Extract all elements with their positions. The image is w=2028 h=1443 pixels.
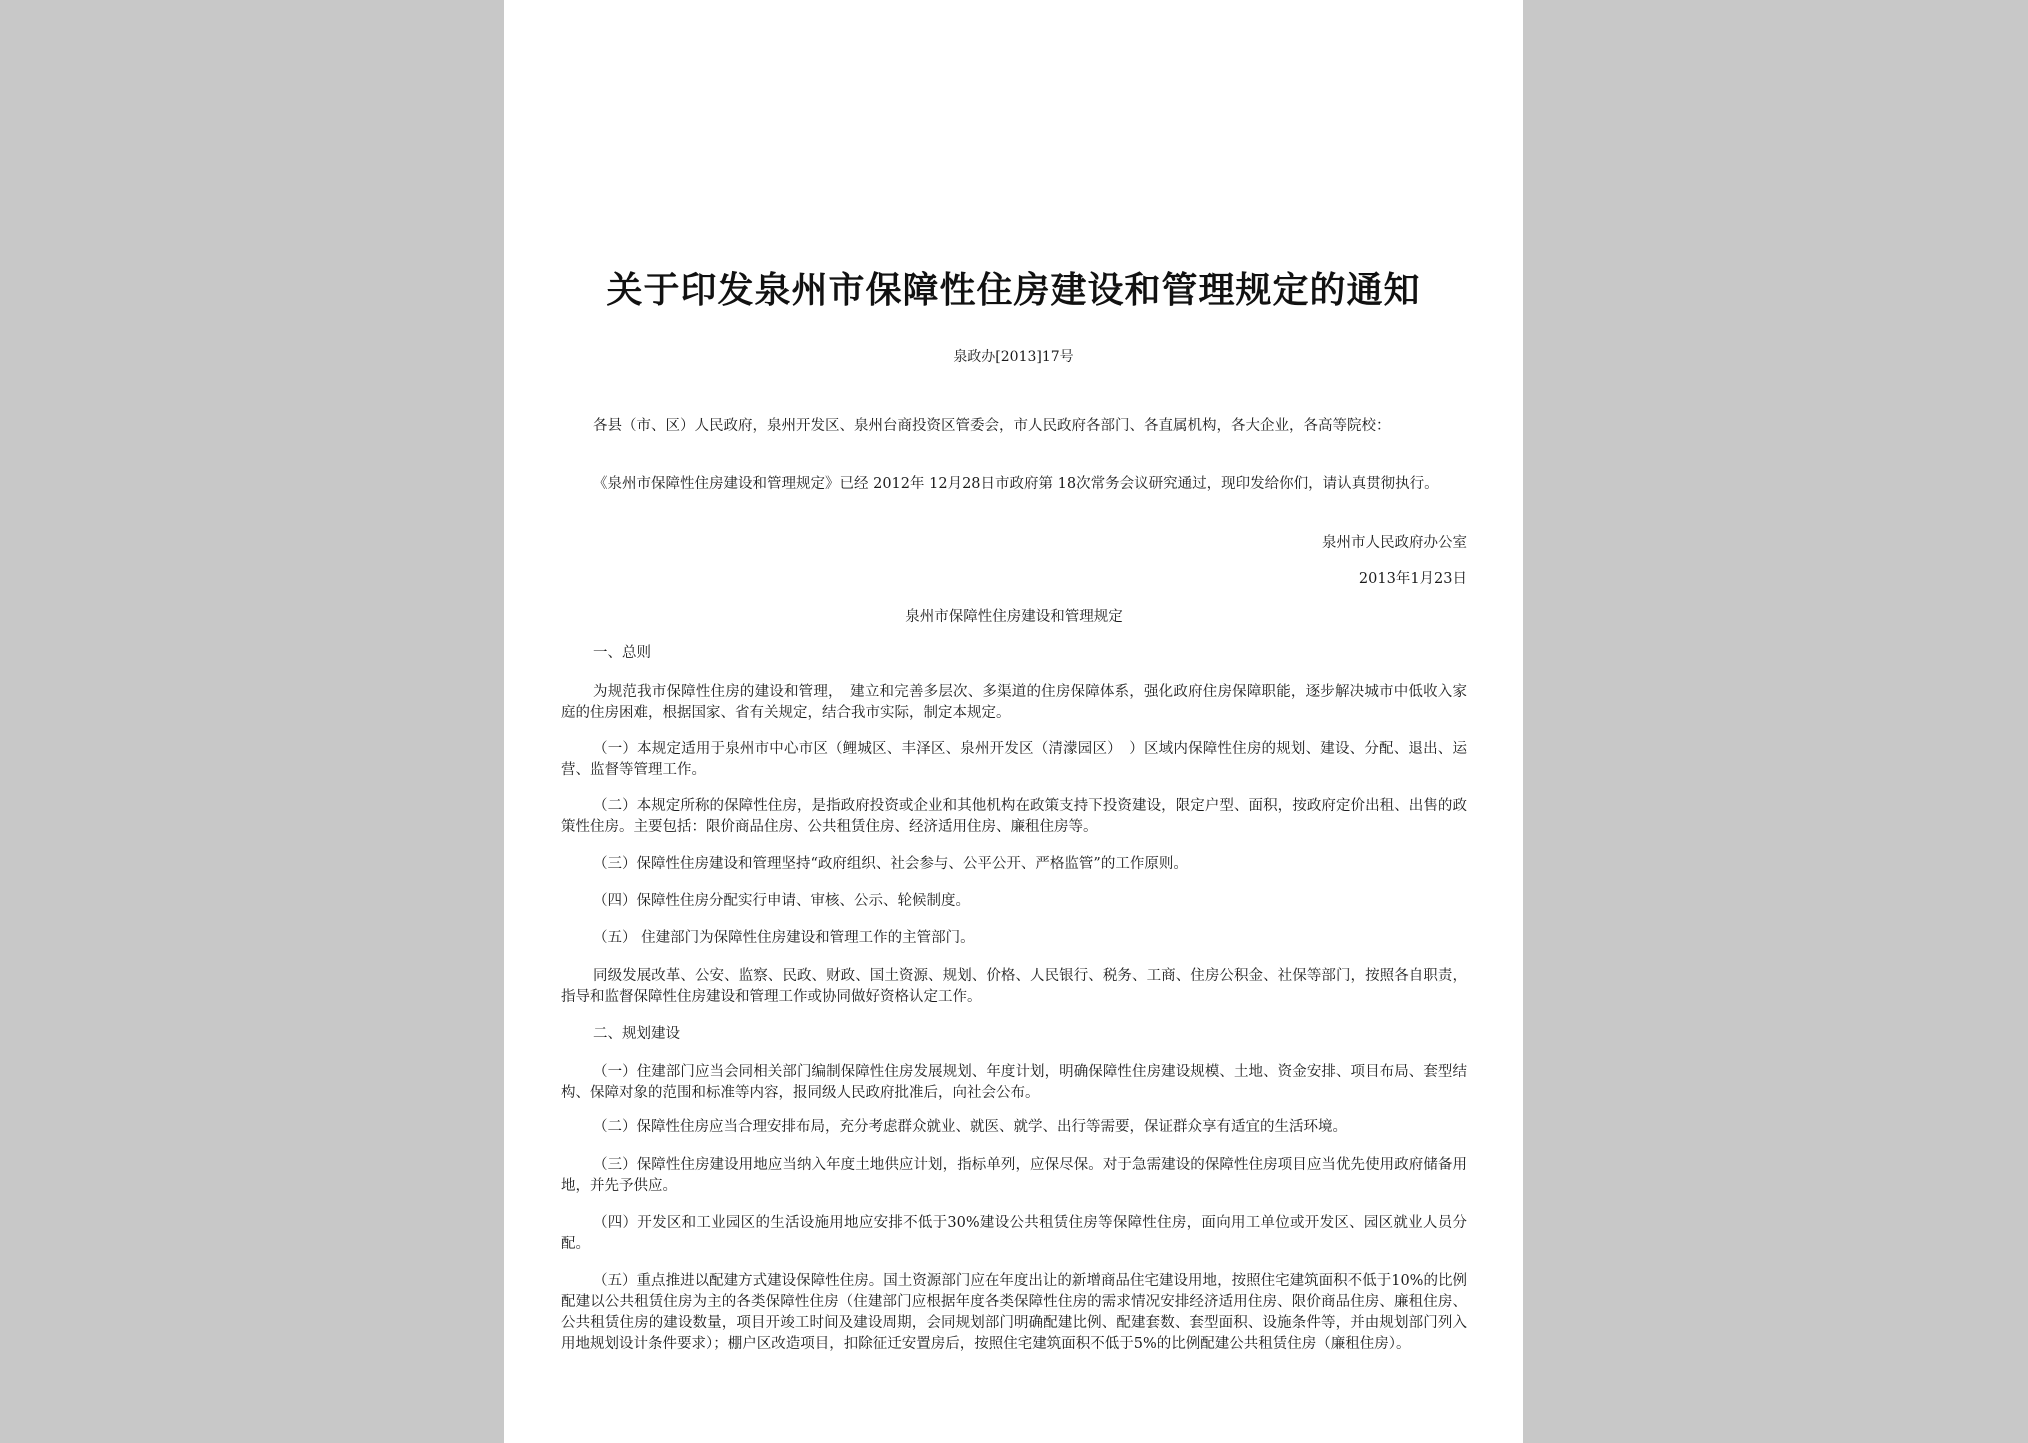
paragraph-12: （五）重点推进以配建方式建设保障性住房。国土资源部门应在年度出让的新增商品住宅建设用地，按照住宅建筑面积不低于10%的比例配建以公共租赁住房为主的各类保障性住房（住建部门应根据年度各类保障性住房的需求情况安排经济适用住房、限价商品住房、廉租住房、公共租赁住房的建设数量，项目开竣工时间及建设周期，会同规划部门明确配建比例、配建套数、套型面积、设施条件等，并由规划部门列入用地规划设计条件要求）；棚户区改造项目，扣除征迁安置房后，按照住宅建筑面积不低于5%的比例配建公共租赁住房（廉租住房）。 — [561, 1273, 1467, 1352]
paragraph-5: （四）保障性住房分配实行申请、审核、公示、轮候制度。 — [593, 893, 970, 909]
regulation-title: 泉州市保障性住房建设和管理规定 — [905, 609, 1123, 625]
intro-paragraph: 《泉州市保障性住房建设和管理规定》已经 2012年 12月28日市政府第 18次常务会议研究通过，现印发给你们，请认真贯彻执行。 — [593, 476, 1439, 492]
addressee: 各县（市、区）人民政府，泉州开发区、泉州台商投资区管委会，市人民政府各部门、各直属机构，各大企业，各高等院校： — [593, 418, 1391, 434]
section-heading-general: 一、总则 — [593, 645, 651, 661]
issue-date: 2013年1月23日 — [1358, 571, 1467, 587]
paragraph-1: 为规范我市保障性住房的建设和管理， 建立和完善多层次、多渠道的住房保障体系，强化政府住房保障职能，逐步解决城市中低收入家庭的住房困难，根据国家、省有关规定，结合我市实际，制定本规定。 — [561, 684, 1467, 721]
issuer: 泉州市人民政府办公室 — [1322, 535, 1467, 551]
paragraph-3: （二）本规定所称的保障性住房，是指政府投资或企业和其他机构在政策支持下投资建设，限定户型、面积，按政府定价出租、出售的政策性住房。主要包括：限价商品住房、公共租赁住房、经济适用住房、廉租住房等。 — [561, 798, 1467, 835]
paragraph-10: （三）保障性住房建设用地应当纳入年度土地供应计划，指标单列，应保尽保。对于急需建设的保障性住房项目应当优先使用政府储备用地，并先予供应。 — [561, 1157, 1467, 1194]
paragraph-8: （一）住建部门应当会同相关部门编制保障性住房发展规划、年度计划，明确保障性住房建设规模、土地、资金安排、项目布局、套型结构、保障对象的范围和标准等内容，报同级人民政府批准后，向社会公布。 — [561, 1064, 1467, 1101]
paragraph-4: （三）保障性住房建设和管理坚持“政府组织、社会参与、公平公开、严格监管”的工作原则。 — [593, 856, 1188, 872]
paragraph-7: 同级发展改革、公安、监察、民政、财政、国土资源、规划、价格、人民银行、税务、工商、住房公积金、社保等部门，按照各自职责，指导和监督保障性住房建设和管理工作或协同做好资格认定工作。 — [561, 968, 1467, 1005]
paragraph-11: （四）开发区和工业园区的生活设施用地应安排不低于30%建设公共租赁住房等保障性住房，面向用工单位或开发区、园区就业人员分配。 — [561, 1215, 1467, 1252]
paragraph-9: （二）保障性住房应当合理安排布局，充分考虑群众就业、就医、就学、出行等需要，保证群众享有适宜的生活环境。 — [593, 1119, 1347, 1135]
document-title: 关于印发泉州市保障性住房建设和管理规定的通知 — [606, 269, 1421, 311]
paragraph-6: （五） 住建部门为保障性住房建设和管理工作的主管部门。 — [593, 930, 975, 946]
section-heading-planning: 二、规划建设 — [593, 1026, 680, 1042]
document-page — [504, 0, 1523, 1443]
paragraph-2: （一）本规定适用于泉州市中心市区（鲤城区、丰泽区、泉州开发区（清濛园区） ）区域内保障性住房的规划、建设、分配、退出、运营、监督等管理工作。 — [561, 741, 1467, 778]
document-number: 泉政办[2013]17号 — [953, 349, 1074, 365]
